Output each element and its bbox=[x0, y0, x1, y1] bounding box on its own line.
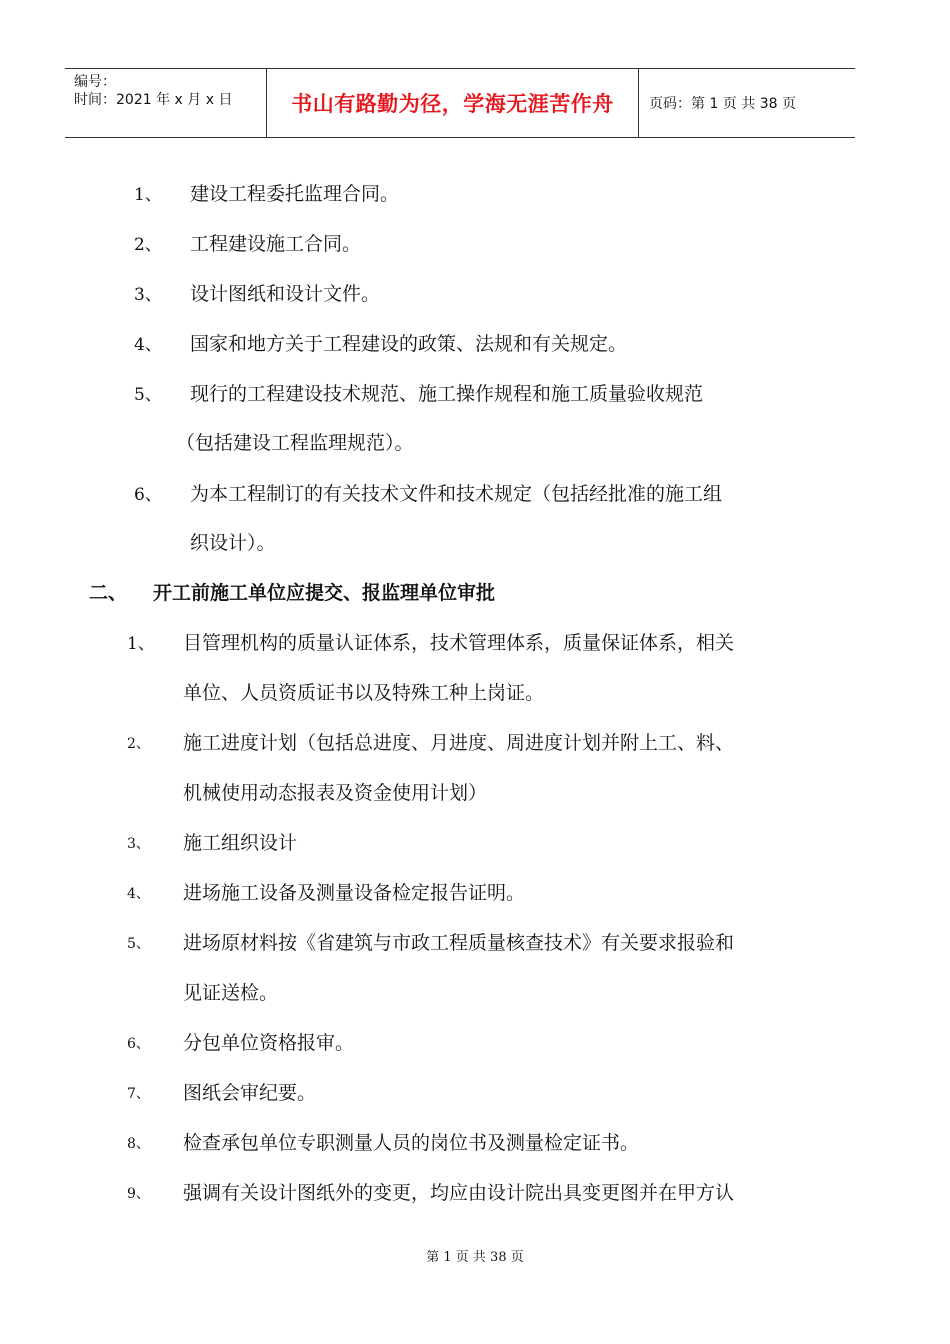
list2-item-2-text-line1: 施工进度计划（包括总进度、月进度、周进度计划并附上工、料、 bbox=[183, 732, 735, 754]
list1-item-2-text: 工程建设施工合同。 bbox=[190, 233, 362, 255]
list1-item-1-text: 建设工程委托监理合同。 bbox=[190, 183, 400, 205]
list2-item-8-text: 检查承包单位专职测量人员的岗位书及测量检定证书。 bbox=[183, 1132, 640, 1154]
list2-item-2-number: 2、 bbox=[127, 736, 150, 752]
list2-item-6-number: 6、 bbox=[127, 1036, 150, 1052]
list2-item-1-number: 1、 bbox=[127, 634, 155, 654]
header-page-code-cell bbox=[639, 69, 855, 137]
list2-item-3-number: 3、 bbox=[127, 836, 150, 852]
header-motto: 书山有路勤为径，学海无涯苦作舟 bbox=[291, 92, 614, 116]
section-2-title: 开工前施工单位应提交、报监理单位审批 bbox=[153, 582, 496, 604]
document-number-label: 编号： bbox=[74, 74, 116, 90]
header-page-code: 页码：第 1 页 共 38 页 bbox=[649, 96, 796, 112]
list1-item-6-text-line1: 为本工程制订的有关技术文件和技术规定（包括经批准的施工组 bbox=[190, 483, 723, 505]
list1-item-3-text: 设计图纸和设计文件。 bbox=[190, 283, 381, 305]
list2-item-4-number: 4、 bbox=[127, 886, 150, 902]
list2-item-1-text-line2: 单位、人员资质证书以及特殊工种上岗证。 bbox=[183, 682, 545, 704]
list1-item-6-number: 6、 bbox=[134, 485, 162, 505]
list2-item-7-number: 7、 bbox=[127, 1086, 150, 1102]
list2-item-5-number: 5、 bbox=[127, 936, 150, 952]
list2-item-1-text-line1: 目管理机构的质量认证体系，技术管理体系，质量保证体系，相关 bbox=[183, 632, 735, 654]
list2-item-4-text: 进场施工设备及测量设备检定报告证明。 bbox=[183, 882, 526, 904]
list1-item-2-number: 2、 bbox=[134, 235, 162, 255]
list2-item-5-text-line2: 见证送检。 bbox=[183, 982, 279, 1004]
list2-item-6-text: 分包单位资格报审。 bbox=[183, 1032, 355, 1054]
list2-item-2-text-line2: 机械使用动态报表及资金使用计划） bbox=[183, 782, 488, 804]
list2-item-9-text: 强调有关设计图纸外的变更，均应由设计院出具变更图并在甲方认 bbox=[183, 1182, 735, 1204]
document-header bbox=[65, 68, 855, 138]
list2-item-5-text-line1: 进场原材料按《省建筑与市政工程质量核查技术》有关要求报验和 bbox=[183, 932, 735, 954]
list2-item-3-text: 施工组织设计 bbox=[183, 832, 298, 854]
list1-item-4-text: 国家和地方关于工程建设的政策、法规和有关规定。 bbox=[190, 333, 628, 355]
list1-item-3-number: 3、 bbox=[134, 285, 162, 305]
list2-item-7-text: 图纸会审纪要。 bbox=[183, 1082, 317, 1104]
list1-item-5-text-line2: （包括建设工程监理规范）。 bbox=[176, 432, 414, 454]
header-meta bbox=[65, 69, 266, 137]
list1-item-5-text-line1: 现行的工程建设技术规范、施工操作规程和施工质量验收规范 bbox=[190, 383, 704, 405]
section-2-number: 二、 bbox=[89, 582, 128, 604]
list1-item-6-text-line2: 织设计）。 bbox=[190, 532, 276, 554]
header-motto-cell bbox=[266, 69, 639, 137]
list2-item-9-number: 9、 bbox=[127, 1186, 150, 1202]
list1-item-4-number: 4、 bbox=[134, 335, 162, 355]
list1-item-1-number: 1、 bbox=[134, 185, 162, 205]
list2-item-8-number: 8、 bbox=[127, 1136, 150, 1152]
page-footer: 第 1 页 共 38 页 bbox=[426, 1250, 524, 1265]
document-time: 时间：2021 年 x 月 x 日 bbox=[74, 92, 233, 108]
list1-item-5-number: 5、 bbox=[134, 385, 162, 405]
